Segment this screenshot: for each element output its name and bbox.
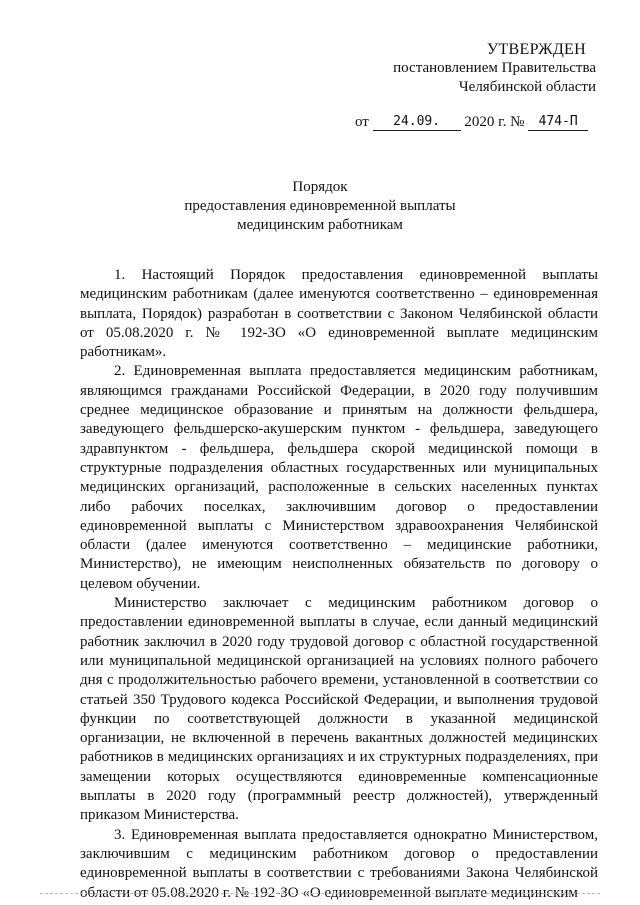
page-edge-divider: [40, 893, 600, 894]
number-value: 474-П: [538, 114, 578, 129]
paragraph-3: 3. Единовременная выплата предоставляется однократно Министерством, заключившим с медицинским работником договор о предоставлении единовременной выплаты в соответствии с требованиями Закона Челябинской области от 05.08.2020 г. № 192-ЗО «О единовременной выплате медицинским: [80, 826, 598, 901]
date-value: 24.09.: [393, 114, 441, 129]
approval-line-2: Челябинской области: [458, 79, 596, 95]
document-body: [80, 266, 598, 903]
approval-block: [0, 40, 596, 97]
number-field: [528, 113, 588, 131]
approval-stamp: УТВЕРЖДЕН: [486, 41, 586, 58]
title-line-3: медицинским работникам: [237, 217, 403, 233]
paragraph-2-continuation: Министерство заключает с медицинским работником договор о предоставлении единовременной выплаты в случае, если данный медицинский работник заключил в 2020 году трудовой договор с областной государственной или муниципальной медицинской организацией на условиях полного рабочего дня с продолжительностью рабочего времени, установленной в соответствии со статьей 350 Трудового кодекса Российской Федерации, и выполнения трудовой функции по соответствующей должности в указанной медицинской организации, не включенной в перечень вакантных должностей медицинских работников в медицинских организациях и их структурных подразделениях, при замещении которых осуществляются единовременные компенсационные выплаты в 2020 году (программный реестр должностей), утвержденный приказом Министерства.: [80, 595, 598, 824]
date-year: 2020 г. №: [464, 114, 525, 130]
approval-line-1: постановлением Правительства: [393, 60, 596, 76]
title-line-1: Порядок: [292, 179, 348, 195]
approval-date-line: [355, 113, 600, 133]
date-field: [373, 113, 461, 131]
paragraph-2: 2. Единовременная выплата предоставляется медицинским работникам, являющимся гражданами Российской Федерации, в 2020 году получившим среднее медицинское образование и принятым на должности фельдшера, заведующего фельдшерско-акушерским пунктом - фельдшера, заведующего здравпунктом - фельдшера, фельдшера скорой медицинской помощи в структурные подразделения областных государственных или муниципальных медицинских организаций, расположенные в сельских населенных пунктах либо рабочих поселках, заключившим договор о предоставлении единовременной выплаты с Министерством здравоохранения Челябинской области (далее именуются соответственно – медицинские работники, Министерство), не имеющим неисполненных обязательств по договору о целевом обучении.: [80, 363, 598, 592]
date-prefix: от: [355, 114, 369, 130]
paragraph-1: 1. Настоящий Порядок предоставления единовременной выплаты медицинским работникам (далее именуются соответственно – единовременная выплата, Порядок) разработан в соответствии с Законом Челябинской области от 05.08.2020 г. № 192-ЗО «О единовременной выплате медицинским работникам».: [80, 267, 598, 361]
document-title: [0, 178, 640, 235]
title-line-2: предоставления единовременной выплаты: [184, 198, 456, 214]
